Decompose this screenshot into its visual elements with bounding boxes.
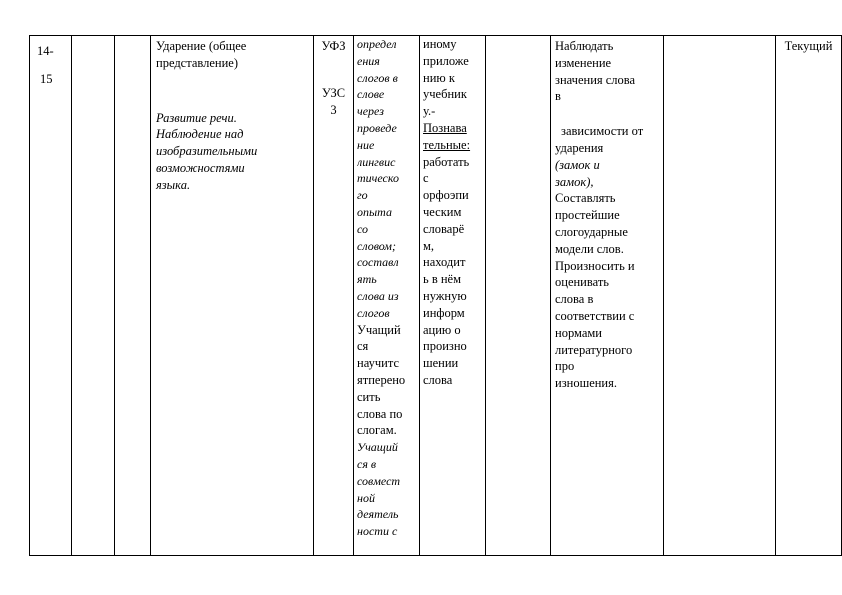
uud-line: учебник	[423, 87, 467, 102]
results-line: составл	[357, 255, 399, 270]
uud-line: нию к	[423, 70, 455, 85]
activity-line: изношения.	[555, 376, 617, 391]
results-line: ся в	[357, 456, 377, 471]
results-line: слова из	[357, 288, 399, 303]
results-line: совмест	[357, 473, 401, 488]
results-line: проведе	[357, 120, 397, 135]
results-line: лингвис	[357, 154, 396, 169]
results-line: слогам.	[357, 423, 397, 438]
lesson-plan-table	[29, 35, 842, 556]
results-cell	[354, 36, 420, 556]
uud-line: у.-	[423, 104, 436, 119]
uud-line: м,	[423, 238, 435, 253]
uud-line: информ	[423, 305, 465, 320]
code-line: УФЗ	[321, 39, 346, 53]
results-line: ние	[357, 137, 375, 152]
results-line: слогов в	[357, 70, 398, 85]
uud-line: ь в нём	[423, 272, 462, 287]
empty-cell	[72, 36, 115, 556]
uud-line: шении	[423, 356, 459, 371]
results-line: Учащий	[357, 322, 401, 337]
empty-cell	[486, 36, 551, 556]
results-line: слове	[357, 87, 385, 102]
activity-line: ударения	[555, 140, 604, 155]
activity-line: Произносить и	[555, 258, 635, 273]
uud-line: ческим	[423, 204, 462, 219]
results-line: ения	[357, 53, 380, 68]
results-line: научитс	[357, 356, 399, 371]
empty-cell	[664, 36, 776, 556]
uud-line: слова	[423, 372, 453, 387]
uud-line: орфоэпи	[423, 188, 469, 203]
empty-cell	[115, 36, 151, 556]
activity-line: нормами	[555, 325, 602, 340]
uud-line: иному	[423, 37, 457, 51]
activity-line: слогоударные	[555, 224, 628, 239]
results-line: словом;	[357, 238, 396, 253]
activity-line: Наблюдать	[555, 39, 614, 53]
results-line: слова по	[357, 406, 403, 421]
results-line: деятель	[357, 507, 399, 522]
uud-line: ацию о	[423, 322, 461, 337]
activity-line: Составлять	[555, 191, 616, 206]
results-line: ной	[357, 490, 375, 505]
results-line: определ	[357, 37, 397, 51]
results-line: го	[357, 188, 368, 203]
code-line: 3	[330, 102, 337, 117]
results-line: сить	[357, 389, 381, 404]
topic-sub-line: изобразительными	[156, 144, 258, 159]
results-line: со	[357, 221, 369, 236]
uud-line: с	[423, 171, 429, 186]
lesson-number-line: 15	[40, 72, 53, 86]
topic-sub-line: возможностями	[156, 160, 245, 175]
uud-line: тельные:	[423, 137, 471, 152]
lesson-number-line: 14-	[37, 44, 54, 58]
activity-line: простейшие	[555, 208, 620, 223]
uud-line: Познава	[423, 120, 467, 135]
activity-line: соответствии с	[555, 308, 635, 323]
activity-line: значения слова	[555, 72, 636, 87]
results-line: ности с	[357, 524, 398, 539]
uud-line: приложе	[423, 53, 469, 68]
activity-line: зависимости от	[561, 124, 644, 139]
control-type: Текущий	[784, 39, 833, 53]
uud-cell	[420, 36, 486, 556]
control-cell	[776, 36, 842, 556]
activity-line: модели слов.	[555, 241, 624, 256]
activity-line: в	[555, 89, 561, 104]
activity-line: оценивать	[555, 275, 609, 290]
results-line: тическо	[357, 171, 400, 186]
code-cell	[314, 36, 354, 556]
topic-title: Ударение (общее представление)	[156, 39, 247, 70]
uud-line: находит	[423, 255, 466, 270]
table-row	[30, 36, 842, 556]
uud-line: словарё	[423, 221, 465, 236]
results-line: ять	[357, 272, 377, 287]
uud-line: произно	[423, 339, 467, 354]
results-line: через	[357, 104, 384, 119]
activity-line: замок),	[555, 174, 594, 189]
uud-line: нужную	[423, 288, 467, 303]
activity-line: слова в	[555, 292, 594, 307]
activity-line: литературного	[555, 342, 633, 357]
activity-cell	[551, 36, 664, 556]
results-line: ся	[357, 339, 369, 354]
topic-sub-line: Наблюдение над	[156, 127, 244, 142]
results-line: слогов	[357, 305, 390, 320]
uud-line: работать	[423, 154, 470, 169]
topic-sub-line: Развитие речи.	[156, 110, 237, 125]
results-line: Учащий	[357, 440, 398, 455]
results-line: опыта	[357, 204, 392, 219]
topic-sub-line: языка.	[156, 177, 191, 192]
results-line: ятперено	[357, 372, 406, 387]
activity-line: (замок и	[555, 157, 600, 172]
topic-cell	[151, 36, 314, 556]
code-line: УЗС	[321, 85, 346, 100]
lesson-number-cell	[30, 36, 72, 556]
activity-line: изменение	[555, 55, 612, 70]
activity-line: про	[555, 359, 575, 374]
